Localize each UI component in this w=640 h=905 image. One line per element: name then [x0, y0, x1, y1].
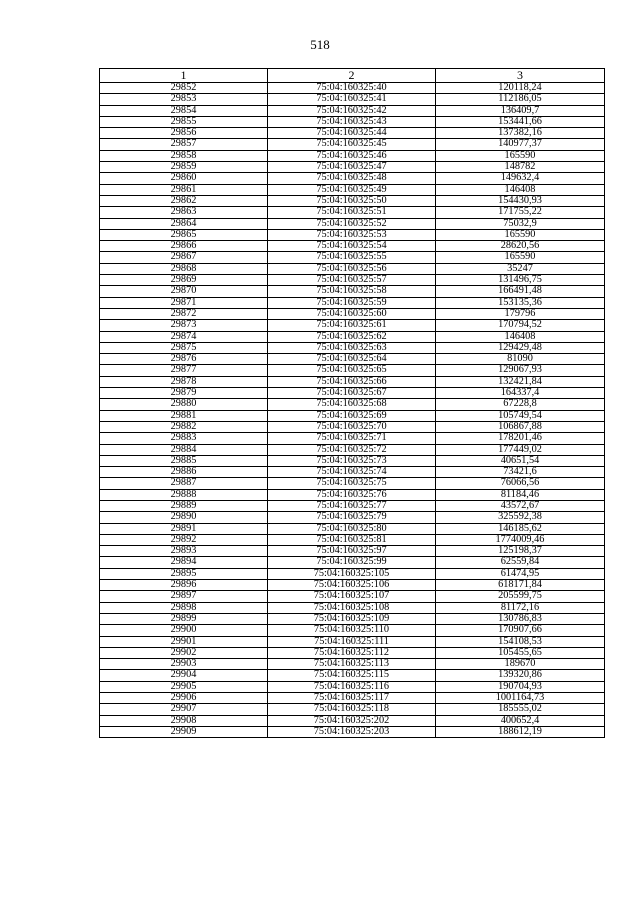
cadastral-number-cell: 75:04:160325:52 [268, 218, 436, 229]
table-row [100, 534, 605, 545]
cadastral-number-cell: 75:04:160325:66 [268, 376, 436, 387]
table-row [100, 162, 605, 173]
row-number-cell: 29877 [100, 365, 268, 376]
value-cell: 185555,02 [436, 704, 605, 715]
table-row [100, 331, 605, 342]
value-cell: 170794,52 [436, 320, 605, 331]
row-number-cell: 29907 [100, 704, 268, 715]
value-cell: 178201,46 [436, 433, 605, 444]
column-header-3: 3 [436, 69, 605, 83]
row-number-cell: 29867 [100, 252, 268, 263]
cadastral-number-cell: 75:04:160325:56 [268, 263, 436, 274]
table-row [100, 704, 605, 715]
table-row [100, 365, 605, 376]
value-cell: 125198,37 [436, 546, 605, 557]
row-number-cell: 29899 [100, 613, 268, 624]
cadastral-number-cell: 75:04:160325:81 [268, 534, 436, 545]
row-number-cell: 29898 [100, 602, 268, 613]
cadastral-number-cell: 75:04:160325:45 [268, 139, 436, 150]
value-cell: 165590 [436, 150, 605, 161]
row-number-cell: 29871 [100, 297, 268, 308]
row-number-cell: 29865 [100, 229, 268, 240]
cadastral-number-cell: 75:04:160325:48 [268, 173, 436, 184]
row-number-cell: 29882 [100, 421, 268, 432]
value-cell: 120118,24 [436, 83, 605, 94]
value-cell: 136409,7 [436, 105, 605, 116]
cadastral-number-cell: 75:04:160325:112 [268, 647, 436, 658]
table-row [100, 229, 605, 240]
value-cell: 165590 [436, 252, 605, 263]
value-cell: 35247 [436, 263, 605, 274]
value-cell: 62559,84 [436, 557, 605, 568]
row-number-cell: 29868 [100, 263, 268, 274]
table-header-row [100, 69, 605, 83]
value-cell: 188612,19 [436, 726, 605, 737]
cadastral-number-cell: 75:04:160325:44 [268, 128, 436, 139]
table-row [100, 173, 605, 184]
cadastral-number-cell: 75:04:160325:107 [268, 591, 436, 602]
value-cell: 149632,4 [436, 173, 605, 184]
cadastral-number-cell: 75:04:160325:109 [268, 613, 436, 624]
value-cell: 112186,05 [436, 94, 605, 105]
row-number-cell: 29902 [100, 647, 268, 658]
value-cell: 1001164,73 [436, 693, 605, 704]
cadastral-number-cell: 75:04:160325:49 [268, 184, 436, 195]
cadastral-number-cell: 75:04:160325:50 [268, 195, 436, 206]
cadastral-number-cell: 75:04:160325:62 [268, 331, 436, 342]
cadastral-number-cell: 75:04:160325:118 [268, 704, 436, 715]
value-cell: 618171,84 [436, 580, 605, 591]
table-row [100, 591, 605, 602]
table-row [100, 105, 605, 116]
row-number-cell: 29896 [100, 580, 268, 591]
table-row [100, 241, 605, 252]
cadastral-number-cell: 75:04:160325:54 [268, 241, 436, 252]
table-row [100, 681, 605, 692]
value-cell: 137382,16 [436, 128, 605, 139]
value-cell: 153135,36 [436, 297, 605, 308]
cadastral-number-cell: 75:04:160325:70 [268, 421, 436, 432]
cadastral-number-cell: 75:04:160325:64 [268, 354, 436, 365]
row-number-cell: 29906 [100, 693, 268, 704]
value-cell: 165590 [436, 229, 605, 240]
value-cell: 325592,38 [436, 512, 605, 523]
cadastral-number-cell: 75:04:160325:75 [268, 478, 436, 489]
value-cell: 154108,53 [436, 636, 605, 647]
row-number-cell: 29880 [100, 399, 268, 410]
cadastral-number-cell: 75:04:160325:40 [268, 83, 436, 94]
table-row [100, 568, 605, 579]
row-number-cell: 29859 [100, 162, 268, 173]
row-number-cell: 29883 [100, 433, 268, 444]
table-row [100, 670, 605, 681]
value-cell: 106867,88 [436, 421, 605, 432]
value-cell: 67228,8 [436, 399, 605, 410]
row-number-cell: 29893 [100, 546, 268, 557]
table-row [100, 546, 605, 557]
row-number-cell: 29884 [100, 444, 268, 455]
row-number-cell: 29897 [100, 591, 268, 602]
row-number-cell: 29861 [100, 184, 268, 195]
table-row [100, 376, 605, 387]
row-number-cell: 29852 [100, 83, 268, 94]
row-number-cell: 29905 [100, 681, 268, 692]
row-number-cell: 29878 [100, 376, 268, 387]
cadastral-number-cell: 75:04:160325:69 [268, 410, 436, 421]
value-cell: 190704,93 [436, 681, 605, 692]
table-row [100, 195, 605, 206]
row-number-cell: 29856 [100, 128, 268, 139]
table-row [100, 252, 605, 263]
table-row [100, 286, 605, 297]
table-row [100, 83, 605, 94]
table-row [100, 613, 605, 624]
row-number-cell: 29875 [100, 342, 268, 353]
value-cell: 129067,93 [436, 365, 605, 376]
column-header-2: 2 [268, 69, 436, 83]
value-cell: 105455,65 [436, 647, 605, 658]
table-row [100, 726, 605, 737]
table-row [100, 455, 605, 466]
table-row [100, 354, 605, 365]
row-number-cell: 29894 [100, 557, 268, 568]
row-number-cell: 29890 [100, 512, 268, 523]
table-row [100, 207, 605, 218]
cadastral-number-cell: 75:04:160325:53 [268, 229, 436, 240]
cadastral-number-cell: 75:04:160325:65 [268, 365, 436, 376]
value-cell: 129429,48 [436, 342, 605, 353]
value-cell: 131496,75 [436, 275, 605, 286]
table-row [100, 433, 605, 444]
table-row [100, 388, 605, 399]
cadastral-number-cell: 75:04:160325:110 [268, 625, 436, 636]
row-number-cell: 29891 [100, 523, 268, 534]
cadastral-number-cell: 75:04:160325:57 [268, 275, 436, 286]
cadastral-number-cell: 75:04:160325:68 [268, 399, 436, 410]
table-row [100, 557, 605, 568]
row-number-cell: 29909 [100, 726, 268, 737]
column-header-1: 1 [100, 69, 268, 83]
value-cell: 73421,6 [436, 467, 605, 478]
table-row [100, 625, 605, 636]
row-number-cell: 29854 [100, 105, 268, 116]
value-cell: 140977,37 [436, 139, 605, 150]
value-cell: 81172,16 [436, 602, 605, 613]
value-cell: 40651,54 [436, 455, 605, 466]
cadastral-number-cell: 75:04:160325:72 [268, 444, 436, 455]
cadastral-number-cell: 75:04:160325:41 [268, 94, 436, 105]
row-number-cell: 29866 [100, 241, 268, 252]
row-number-cell: 29869 [100, 275, 268, 286]
row-number-cell: 29858 [100, 150, 268, 161]
table-row [100, 218, 605, 229]
cadastral-number-cell: 75:04:160325:113 [268, 659, 436, 670]
table-row [100, 263, 605, 274]
table-row [100, 636, 605, 647]
value-cell: 139320,86 [436, 670, 605, 681]
table-row [100, 308, 605, 319]
cadastral-number-cell: 75:04:160325:116 [268, 681, 436, 692]
cadastral-number-cell: 75:04:160325:80 [268, 523, 436, 534]
table-row [100, 342, 605, 353]
table-row [100, 128, 605, 139]
row-number-cell: 29900 [100, 625, 268, 636]
value-cell: 105749,54 [436, 410, 605, 421]
value-cell: 75032,9 [436, 218, 605, 229]
cadastral-number-cell: 75:04:160325:61 [268, 320, 436, 331]
row-number-cell: 29901 [100, 636, 268, 647]
row-number-cell: 29885 [100, 455, 268, 466]
table-row [100, 478, 605, 489]
row-number-cell: 29881 [100, 410, 268, 421]
cadastral-number-cell: 75:04:160325:99 [268, 557, 436, 568]
value-cell: 400652,4 [436, 715, 605, 726]
value-cell: 164337,4 [436, 388, 605, 399]
row-number-cell: 29857 [100, 139, 268, 150]
cadastral-number-cell: 75:04:160325:111 [268, 636, 436, 647]
row-number-cell: 29855 [100, 116, 268, 127]
cadastral-number-cell: 75:04:160325:51 [268, 207, 436, 218]
value-cell: 1774009,46 [436, 534, 605, 545]
table-row [100, 410, 605, 421]
row-number-cell: 29908 [100, 715, 268, 726]
table-row [100, 523, 605, 534]
row-number-cell: 29888 [100, 489, 268, 500]
value-cell: 166491,48 [436, 286, 605, 297]
cadastral-number-cell: 75:04:160325:203 [268, 726, 436, 737]
table-row [100, 512, 605, 523]
value-cell: 132421,84 [436, 376, 605, 387]
cadastral-number-cell: 75:04:160325:55 [268, 252, 436, 263]
table-row [100, 421, 605, 432]
value-cell: 43572,67 [436, 500, 605, 511]
row-number-cell: 29860 [100, 173, 268, 184]
table-row [100, 693, 605, 704]
value-cell: 153441,66 [436, 116, 605, 127]
table-row [100, 715, 605, 726]
table-row [100, 184, 605, 195]
table-row [100, 150, 605, 161]
table-row [100, 139, 605, 150]
cadastral-number-cell: 75:04:160325:60 [268, 308, 436, 319]
cadastral-number-cell: 75:04:160325:43 [268, 116, 436, 127]
row-number-cell: 29870 [100, 286, 268, 297]
cadastral-number-cell: 75:04:160325:117 [268, 693, 436, 704]
row-number-cell: 29887 [100, 478, 268, 489]
table-row [100, 580, 605, 591]
row-number-cell: 29892 [100, 534, 268, 545]
cadastral-number-cell: 75:04:160325:115 [268, 670, 436, 681]
value-cell: 81184,46 [436, 489, 605, 500]
table-row [100, 116, 605, 127]
value-cell: 146185,62 [436, 523, 605, 534]
table-body [100, 83, 605, 738]
row-number-cell: 29904 [100, 670, 268, 681]
row-number-cell: 29872 [100, 308, 268, 319]
table-row [100, 320, 605, 331]
row-number-cell: 29879 [100, 388, 268, 399]
table-row [100, 444, 605, 455]
data-table [99, 68, 605, 738]
page-number: 518 [310, 37, 330, 52]
table-row [100, 297, 605, 308]
row-number-cell: 29853 [100, 94, 268, 105]
cadastral-number-cell: 75:04:160325:202 [268, 715, 436, 726]
cadastral-number-cell: 75:04:160325:108 [268, 602, 436, 613]
cadastral-number-cell: 75:04:160325:42 [268, 105, 436, 116]
value-cell: 76066,56 [436, 478, 605, 489]
cadastral-number-cell: 75:04:160325:58 [268, 286, 436, 297]
value-cell: 28620,56 [436, 241, 605, 252]
cadastral-number-cell: 75:04:160325:67 [268, 388, 436, 399]
cadastral-number-cell: 75:04:160325:73 [268, 455, 436, 466]
row-number-cell: 29874 [100, 331, 268, 342]
table-row [100, 602, 605, 613]
cadastral-number-cell: 75:04:160325:63 [268, 342, 436, 353]
value-cell: 81090 [436, 354, 605, 365]
cadastral-number-cell: 75:04:160325:74 [268, 467, 436, 478]
row-number-cell: 29864 [100, 218, 268, 229]
cadastral-number-cell: 75:04:160325:97 [268, 546, 436, 557]
cadastral-number-cell: 75:04:160325:105 [268, 568, 436, 579]
row-number-cell: 29873 [100, 320, 268, 331]
cadastral-number-cell: 75:04:160325:76 [268, 489, 436, 500]
row-number-cell: 29886 [100, 467, 268, 478]
row-number-cell: 29862 [100, 195, 268, 206]
value-cell: 205599,75 [436, 591, 605, 602]
cadastral-number-cell: 75:04:160325:59 [268, 297, 436, 308]
value-cell: 171755,22 [436, 207, 605, 218]
table-row [100, 399, 605, 410]
table-row [100, 94, 605, 105]
row-number-cell: 29903 [100, 659, 268, 670]
row-number-cell: 29895 [100, 568, 268, 579]
cadastral-number-cell: 75:04:160325:106 [268, 580, 436, 591]
row-number-cell: 29863 [100, 207, 268, 218]
cadastral-number-cell: 75:04:160325:71 [268, 433, 436, 444]
value-cell: 177449,02 [436, 444, 605, 455]
value-cell: 146408 [436, 331, 605, 342]
value-cell: 146408 [436, 184, 605, 195]
table-row [100, 275, 605, 286]
cadastral-number-cell: 75:04:160325:47 [268, 162, 436, 173]
value-cell: 170907,66 [436, 625, 605, 636]
value-cell: 130786,83 [436, 613, 605, 624]
table-row [100, 467, 605, 478]
row-number-cell: 29889 [100, 500, 268, 511]
value-cell: 148782 [436, 162, 605, 173]
value-cell: 179796 [436, 308, 605, 319]
cadastral-number-cell: 75:04:160325:77 [268, 500, 436, 511]
table-row [100, 489, 605, 500]
table-row [100, 659, 605, 670]
row-number-cell: 29876 [100, 354, 268, 365]
cadastral-number-cell: 75:04:160325:46 [268, 150, 436, 161]
value-cell: 61474,95 [436, 568, 605, 579]
cadastral-number-cell: 75:04:160325:79 [268, 512, 436, 523]
table-row [100, 647, 605, 658]
value-cell: 154430,93 [436, 195, 605, 206]
value-cell: 189670 [436, 659, 605, 670]
table-row [100, 500, 605, 511]
